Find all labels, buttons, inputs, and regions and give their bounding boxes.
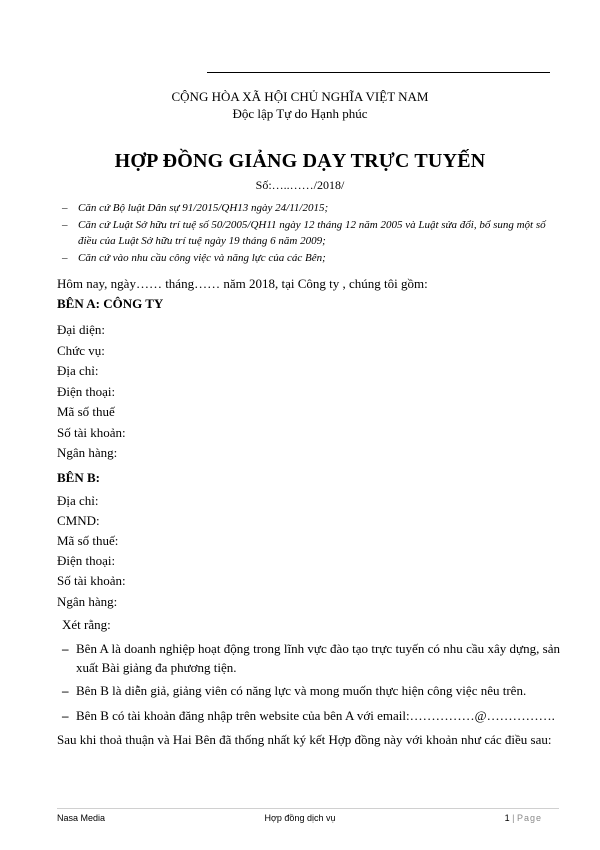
national-motto: Độc lập Tự do Hạnh phúc <box>232 106 368 121</box>
party-b-field: Điện thoại: <box>57 553 116 568</box>
agreement-paragraph: Sau khi thoả thuận và Hai Bên đã thống nhất ký kết Hợp đồng này với khoản như các điều sau: <box>57 732 552 747</box>
dash-icon: – <box>62 252 68 264</box>
party-b-field: Số tài khoản: <box>57 573 126 588</box>
footer-rule <box>57 808 559 809</box>
contract-number: Số:…..……/2018/ <box>255 178 345 192</box>
legal-basis-item <box>62 217 562 249</box>
whereas-text: Bên B là diễn giả, giảng viên có năng lực và mong muốn thực hiện công việc nêu trên. <box>76 683 527 698</box>
footer-document-type: Hợp đồng dịch vụ <box>264 813 336 823</box>
party-b-field: Ngân hàng: <box>57 594 118 609</box>
whereas-item <box>62 639 560 677</box>
whereas-text: Bên A là doanh nghiệp hoạt động trong lĩnh vực đào tạo trực tuyến có nhu cầu xây dựng, sản xuất Bài giảng đa phương tiện. <box>76 641 560 675</box>
legal-basis-text: Căn cứ vào nhu cầu công việc và năng lực của các Bên; <box>78 252 326 264</box>
dash-icon: – <box>62 202 68 214</box>
page-label: Page <box>516 813 542 823</box>
party-a-field: Ngân hàng: <box>57 445 118 460</box>
party-a-field: Chức vụ: <box>57 343 105 358</box>
whereas-label: Xét rằng: <box>62 617 111 632</box>
party-b-field: Mã số thuế: <box>57 533 119 548</box>
whereas-item <box>62 706 560 725</box>
whereas-text: Bên B có tài khoản đăng nhập trên website của bên A với email:……………@……………. <box>76 708 555 723</box>
party-a-heading: BÊN A: CÔNG TY <box>57 296 164 311</box>
footer-company: Nasa Media <box>57 813 106 823</box>
header-rule <box>207 72 550 73</box>
page-number: 1 <box>504 813 510 823</box>
legal-basis-item <box>62 200 562 216</box>
dash-icon: – <box>62 219 68 231</box>
party-b-field: CMND: <box>57 513 100 528</box>
legal-basis-item <box>62 250 562 266</box>
document-title: HỢP ĐỒNG GIẢNG DẠY TRỰC TUYẾN <box>114 150 486 172</box>
party-b-heading: BÊN B: <box>57 470 100 485</box>
party-a-field: Điện thoại: <box>57 384 116 399</box>
dash-icon: – <box>62 708 69 723</box>
party-b-field: Địa chỉ: <box>57 493 99 508</box>
legal-basis-text: Căn cứ Luật Sở hữu trí tuệ số 50/2005/QH11 ngày 12 tháng 12 năm 2005 và Luật sửa đổi, bổ sung một số điều của Luật Sở hữu trí tuệ ngày 19 tháng 6 năm 2009; <box>78 219 546 247</box>
dash-icon: – <box>62 641 69 656</box>
party-a-field: Địa chỉ: <box>57 363 99 378</box>
footer-page-indicator <box>505 813 542 823</box>
party-a-field: Mã số thuế <box>57 404 115 419</box>
dash-icon: – <box>62 683 69 698</box>
party-a-field: Số tài khoản: <box>57 425 126 440</box>
intro-paragraph: Hôm nay, ngày…… tháng…… năm 2018, tại Công ty , chúng tôi gồm: <box>57 276 428 291</box>
legal-basis-text: Căn cứ Bộ luật Dân sự 91/2015/QH13 ngày 24/11/2015; <box>78 202 329 214</box>
page-separator: | <box>512 813 515 823</box>
whereas-item <box>62 681 560 700</box>
party-a-field: Đại diện: <box>57 322 106 337</box>
nation-name: CỘNG HÒA XÃ HỘI CHỦ NGHĨA VIỆT NAM <box>171 89 429 104</box>
